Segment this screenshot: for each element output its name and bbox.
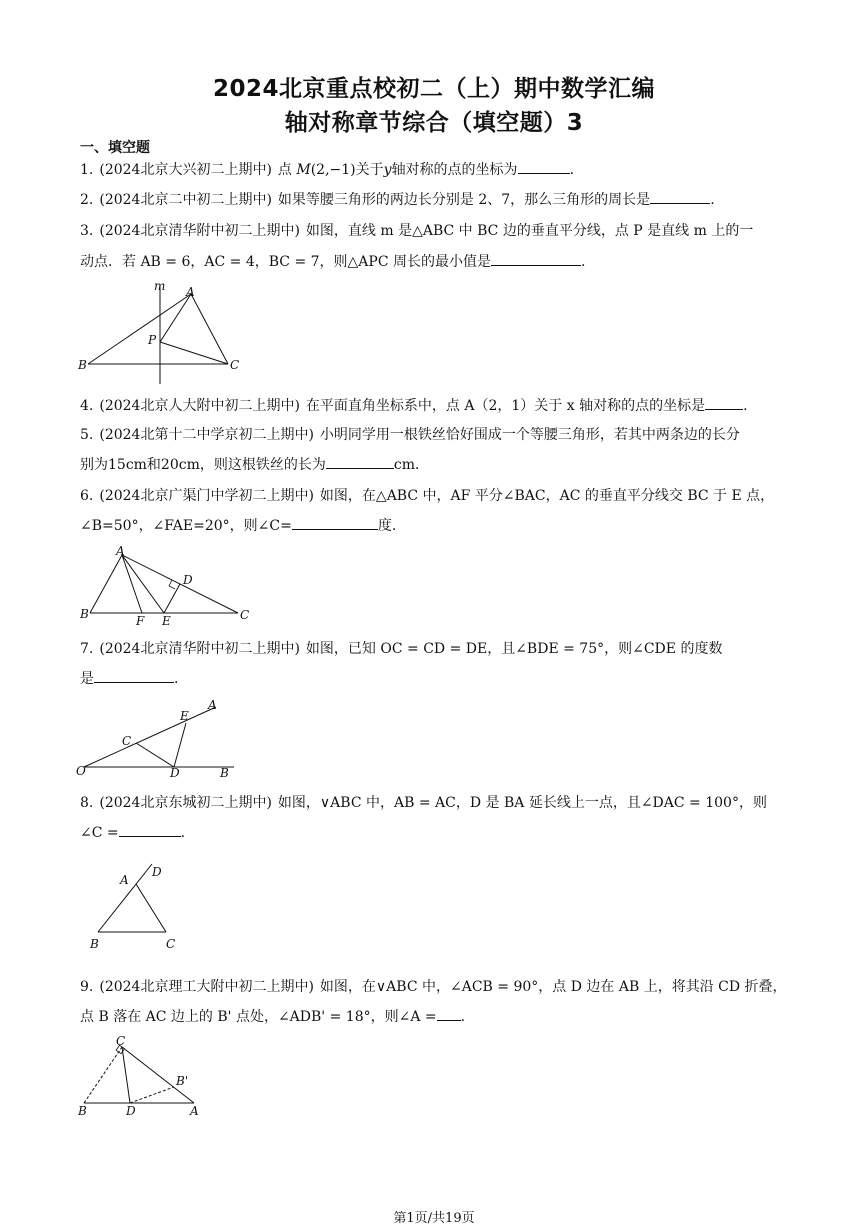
fig6-label: C — [240, 608, 250, 622]
question-9 — [80, 978, 787, 996]
question-4 — [80, 397, 748, 415]
question-text: ∠B=50°，∠FAE=20°，则∠C= — [80, 518, 292, 534]
page-footer: 第1页/共19页 — [393, 1211, 475, 1226]
question-text: 如图，已知 OC = CD = DE，且∠BDE = 75°，则∠CDE 的度数 — [305, 641, 723, 657]
fig7-label: O — [76, 764, 86, 778]
answer-blank[interactable] — [705, 397, 743, 410]
question-end: . — [581, 254, 586, 270]
question-text: 点 B 落在 AC 边上的 B' 点处，∠ADB' = 18°，则∠A = — [80, 1009, 437, 1025]
question-text: 是 — [80, 671, 94, 687]
fig8-label: B — [90, 937, 99, 951]
fig6-label: B — [80, 607, 89, 621]
question-source: (2024北京清华附中初二上期中) — [99, 641, 300, 657]
fig8-label: D — [152, 865, 162, 879]
fig9-label: B — [78, 1104, 87, 1118]
figure-8 — [86, 858, 196, 953]
math-coords: (2,−1) — [310, 162, 356, 178]
question-text: 在平面直角坐标系中，点 A（2，1）关于 x 轴对称的点的坐标是 — [305, 398, 706, 414]
fig8-label: C — [166, 937, 176, 951]
figure-9 — [76, 1035, 216, 1120]
question-source: (2024北京理工大附中初二上期中) — [99, 979, 314, 995]
question-end: . — [569, 162, 575, 178]
fig9-label: C — [116, 1034, 126, 1048]
question-6-line2 — [80, 517, 396, 535]
fig6-label: D — [183, 573, 193, 587]
fig9-label: D — [126, 1104, 136, 1118]
question-end: . — [174, 671, 179, 687]
question-end: . — [460, 1009, 466, 1025]
question-6 — [80, 487, 774, 505]
question-8 — [80, 794, 767, 812]
fig3-label: m — [154, 279, 166, 293]
fig6-label: A — [116, 544, 125, 558]
fig9-label: A — [190, 1104, 199, 1118]
question-number: 3. — [80, 223, 94, 239]
section-heading: 一、填空题 — [80, 140, 150, 156]
fig3-label: C — [230, 358, 240, 372]
figure-7 — [76, 697, 246, 782]
answer-blank[interactable] — [437, 1008, 461, 1021]
fig3-label: A — [186, 285, 195, 299]
question-7-line2 — [80, 670, 178, 688]
question-number: 5. — [80, 427, 94, 443]
figure-3 — [78, 279, 258, 387]
question-3 — [80, 222, 753, 240]
question-text: 关于 — [355, 162, 384, 178]
question-7 — [80, 640, 722, 658]
answer-blank[interactable] — [119, 824, 181, 837]
question-text: 轴对称的点的坐标为 — [391, 162, 518, 178]
answer-blank[interactable] — [491, 253, 581, 266]
figure-6 — [80, 545, 260, 630]
question-source: (2024北第十二中学京初二上期中) — [99, 427, 314, 443]
math-axis: y — [383, 162, 392, 178]
question-9-line2 — [80, 1008, 465, 1026]
answer-blank[interactable] — [94, 670, 174, 683]
question-text: 如图，在△ABC 中，AF 平分∠BAC，AC 的垂直平分线交 BC 于 E 点， — [319, 488, 775, 504]
fig7-label: E — [180, 709, 189, 723]
question-5-line2 — [80, 456, 429, 474]
question-end: . — [743, 398, 748, 414]
question-source: (2024北京东城初二上期中) — [99, 795, 272, 811]
question-text: 如图，在∨ABC 中，∠ACB = 90°，点 D 边在 AB 上，将其沿 CD 折叠， — [319, 979, 787, 995]
question-end: . — [180, 825, 186, 841]
fig7-label: A — [208, 698, 217, 712]
question-number: 4. — [80, 398, 94, 414]
question-number: 2. — [80, 192, 94, 208]
answer-blank[interactable] — [292, 517, 378, 530]
question-2 — [80, 191, 715, 209]
question-source: (2024北京广渠门中学初二上期中) — [99, 488, 314, 504]
question-text: 别为15cm和20cm，则这根铁丝的长为 — [80, 457, 326, 473]
question-source: (2024北京人大附中初二上期中) — [99, 398, 300, 414]
question-number: 6. — [80, 488, 94, 504]
fig3-label: B — [78, 358, 87, 372]
question-8-line2 — [80, 824, 185, 842]
question-source: (2024北京清华附中初二上期中) — [99, 223, 300, 239]
answer-blank[interactable] — [518, 161, 570, 174]
page-subtitle: 轴对称章节综合（填空题）3 — [284, 110, 584, 136]
question-5 — [80, 426, 740, 444]
question-3-line2 — [80, 253, 585, 271]
answer-blank[interactable] — [650, 191, 710, 204]
question-number: 1. — [80, 162, 94, 178]
question-text: 如图，∨ABC 中，AB = AC，D 是 BA 延长线上一点，且∠DAC = 100°，则 — [277, 795, 767, 811]
fig9-label: B' — [176, 1074, 189, 1088]
question-source: (2024北京大兴初二上期中) — [99, 162, 272, 178]
question-end: . — [710, 192, 715, 208]
question-text: ∠C = — [80, 825, 119, 841]
question-text: 点 — [277, 162, 292, 178]
question-text: 动点．若 AB = 6，AC = 4，BC = 7，则△APC 周长的最小值是 — [80, 254, 492, 270]
question-text: 小明同学用一根铁丝恰好围成一个等腰三角形，若其中两条边的长分 — [319, 427, 740, 443]
question-source: (2024北京二中初二上期中) — [99, 192, 272, 208]
fig6-label: E — [162, 614, 171, 628]
fig7-label: D — [170, 766, 180, 780]
math-point: M — [296, 162, 311, 178]
page-title: 2024北京重点校初二（上）期中数学汇编 — [212, 76, 655, 102]
fig8-label: A — [120, 873, 129, 887]
fig6-label: F — [136, 614, 145, 628]
question-end: 度. — [377, 518, 397, 534]
answer-blank[interactable] — [326, 456, 394, 469]
question-number: 8. — [80, 795, 94, 811]
question-unit: cm． — [393, 457, 429, 473]
question-text: 如果等腰三角形的两边长分别是 2、7，那么三角形的周长是 — [277, 192, 651, 208]
question-number: 9. — [80, 979, 94, 995]
question-number: 7. — [80, 641, 94, 657]
question-1 — [80, 161, 574, 179]
fig7-label: C — [122, 734, 132, 748]
fig7-label: B — [220, 766, 229, 780]
fig3-label: P — [148, 333, 157, 347]
question-text: 如图，直线 m 是△ABC 中 BC 边的垂直平分线，点 P 是直线 m 上的一 — [305, 223, 754, 239]
